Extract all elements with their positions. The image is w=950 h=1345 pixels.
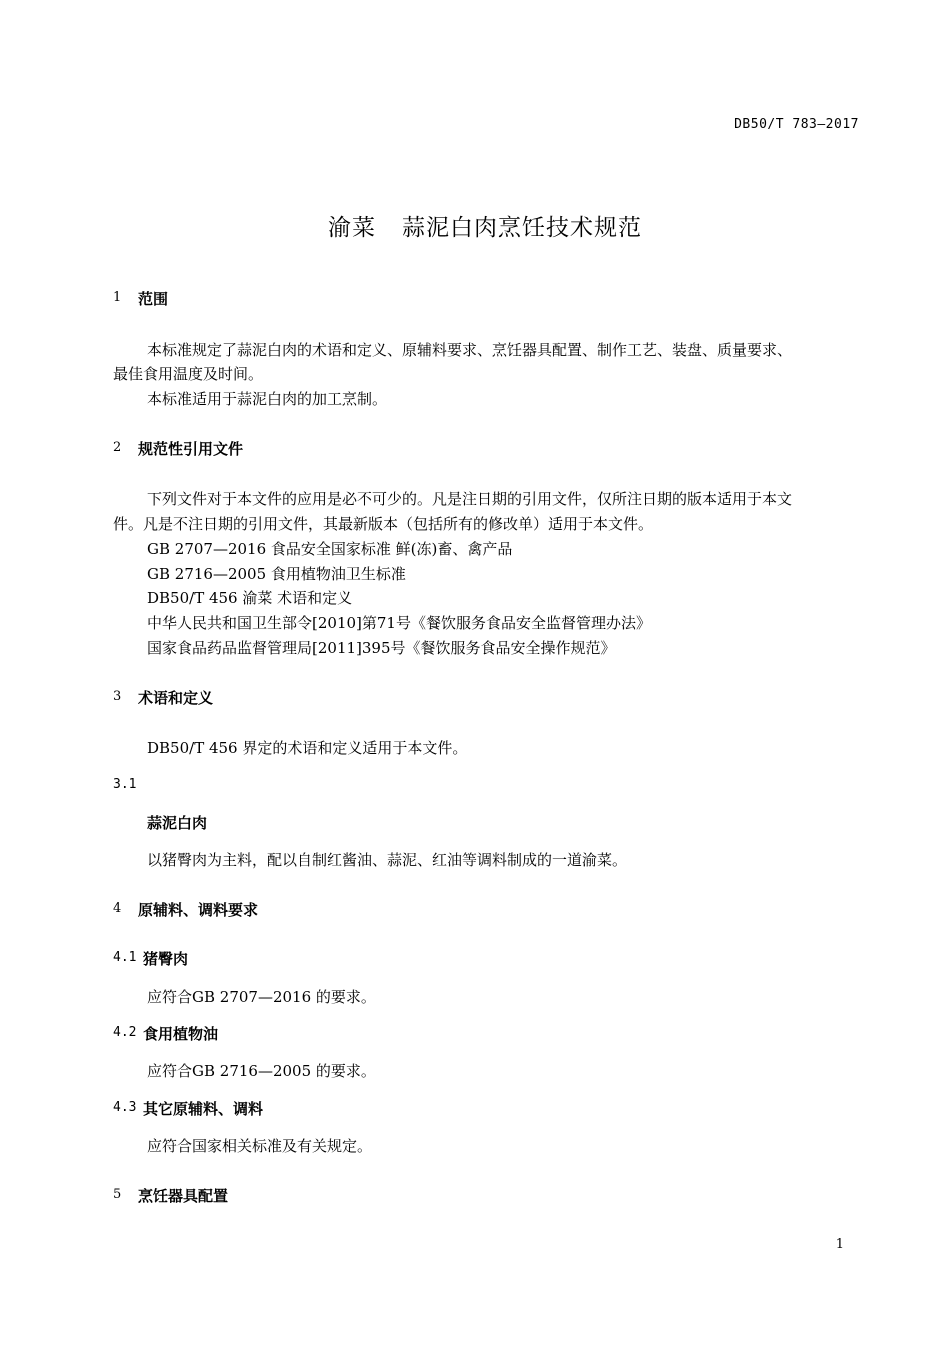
section-3-number: 3 [113, 689, 122, 704]
section-1-number: 1 [113, 290, 122, 305]
term-name: 蒜泥白肉 [147, 814, 208, 832]
clause-4-2-title: 食用植物油 [143, 1025, 219, 1043]
reference-item: DB50/T 456 渝菜 术语和定义 [147, 589, 353, 607]
section-5-title: 烹饪器具配置 [138, 1187, 229, 1205]
term-definition: 以猪臀肉为主料，配以自制红酱油、蒜泥、红油等调料制成的一道渝菜。 [147, 851, 628, 869]
standard-code: DB50/T 783—2017 [734, 117, 859, 132]
title-category: 渝菜 [328, 215, 376, 241]
title-main: 蒜泥白肉烹饪技术规范 [402, 215, 642, 241]
section-1-paragraph-line2: 最佳食用温度及时间。 [113, 365, 264, 383]
section-3-paragraph: DB50/T 456 界定的术语和定义适用于本文件。 [147, 739, 468, 757]
clause-4-2-text: 应符合GB 2716—2005 的要求。 [147, 1062, 376, 1080]
section-2-paragraph-line1: 下列文件对于本文件的应用是必不可少的。凡是注日期的引用文件，仅所注日期的版本适用于本文 [147, 490, 793, 508]
section-2-paragraph-line2: 件。凡是不注日期的引用文件，其最新版本（包括所有的修改单）适用于本文件。 [113, 515, 654, 533]
reference-item: 中华人民共和国卫生部令[2010]第71号《餐饮服务食品安全监督管理办法》 [147, 614, 651, 632]
section-1-paragraph-line1: 本标准规定了蒜泥白肉的术语和定义、原辅料要求、烹饪器具配置、制作工艺、装盘、质量要求、 [147, 341, 793, 359]
clause-4-3-title: 其它原辅料、调料 [143, 1100, 264, 1118]
section-2-number: 2 [113, 440, 122, 455]
clause-4-3-number: 4.3 [113, 1100, 137, 1115]
clause-4-1-title: 猪臀肉 [143, 950, 189, 968]
section-4-title: 原辅料、调料要求 [138, 901, 259, 919]
section-1-title: 范围 [138, 290, 169, 308]
section-5-number: 5 [113, 1187, 122, 1202]
clause-3-1-number: 3.1 [113, 777, 137, 792]
section-1-paragraph-2: 本标准适用于蒜泥白肉的加工烹制。 [147, 390, 388, 408]
reference-item: GB 2707—2016 食品安全国家标准 鲜(冻)畜、禽产品 [147, 540, 513, 558]
section-3-title: 术语和定义 [138, 689, 214, 707]
document-title [0, 209, 950, 242]
reference-item: 国家食品药品监督管理局[2011]395号《餐饮服务食品安全操作规范》 [147, 639, 616, 657]
clause-4-3-text: 应符合国家相关标准及有关规定。 [147, 1137, 373, 1155]
clause-4-1-number: 4.1 [113, 950, 137, 965]
section-2-title: 规范性引用文件 [138, 440, 244, 458]
reference-item: GB 2716—2005 食用植物油卫生标准 [147, 565, 406, 583]
section-4-number: 4 [113, 901, 122, 916]
clause-4-2-number: 4.2 [113, 1025, 137, 1040]
page-number: 1 [835, 1237, 844, 1252]
clause-4-1-text: 应符合GB 2707—2016 的要求。 [147, 988, 376, 1006]
